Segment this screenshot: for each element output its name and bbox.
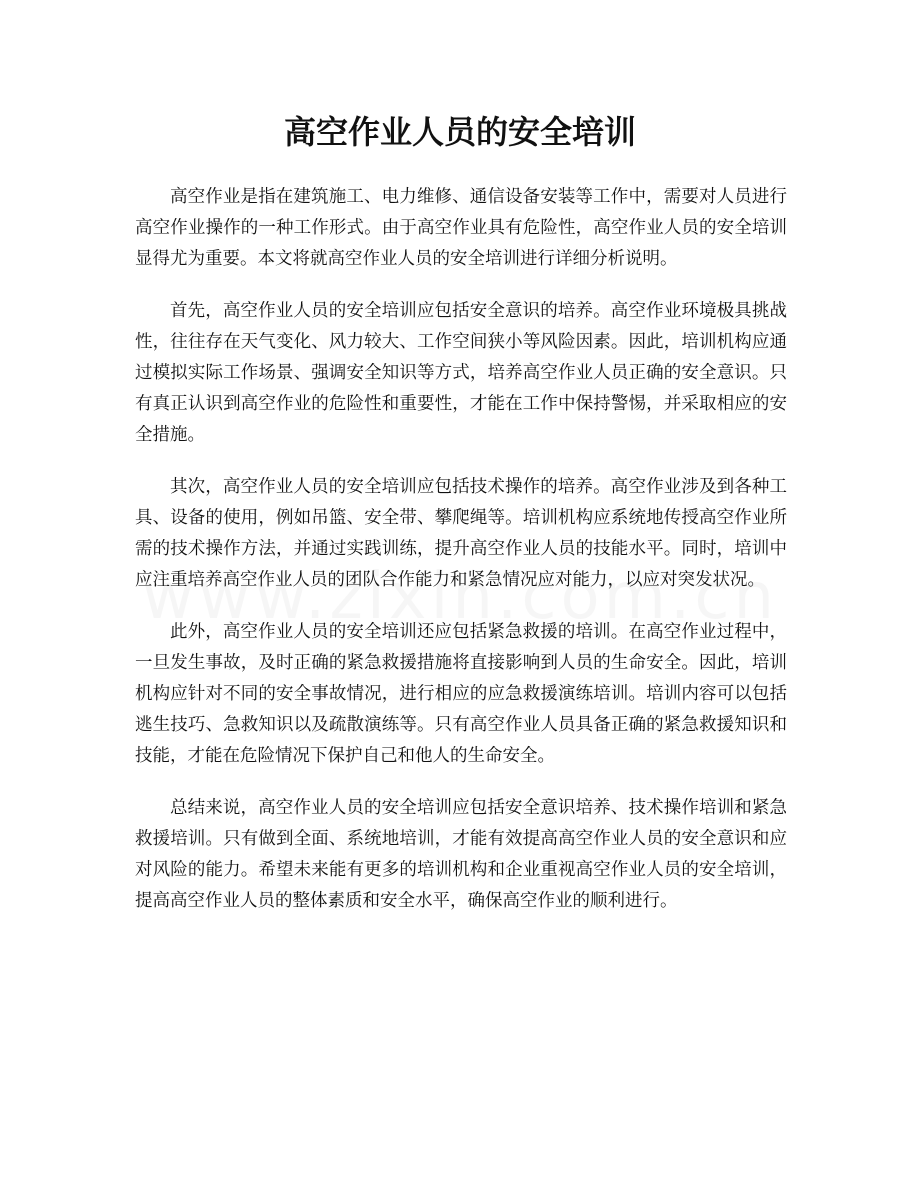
paragraph-1: 高空作业是指在建筑施工、电力维修、通信设备安装等工作中，需要对人员进行高空作业操作的一种工作形式。由于高空作业具有危险性，高空作业人员的安全培训显得尤为重要。本文将就高空作业人员的安全培训进行详细分析说明。: [135, 187, 787, 269]
paragraph-2: 首先，高空作业人员的安全培训应包括安全意识的培养。高空作业环境极具挑战性，往往存在天气变化、风力较大、工作空间狭小等风险因素。因此，培训机构应通过模拟实际工作场景、强调安全知识等方式，培养高空作业人员正确的安全意识。只有真正认识到高空作业的危险性和重要性，才能在工作中保持警惕，并采取相应的安全措施。: [135, 301, 787, 445]
paragraph-4: 此外，高空作业人员的安全培训还应包括紧急救援的培训。在高空作业过程中，一旦发生事故，及时正确的紧急救援措施将直接影响到人员的生命安全。因此，培训机构应针对不同的安全事故情况，进行相应的应急救援演练培训。培训内容可以包括逃生技巧、急救知识以及疏散演练等。只有高空作业人员具备正确的紧急救援知识和技能，才能在危险情况下保护自己和他人的生命安全。: [135, 622, 787, 766]
paragraph-3: 其次，高空作业人员的安全培训应包括技术操作的培养。高空作业涉及到各种工具、设备的使用，例如吊篮、安全带、攀爬绳等。培训机构应系统地传授高空作业所需的技术操作方法，并通过实践训练，提升高空作业人员的技能水平。同时，培训中应注重培养高空作业人员的团队合作能力和紧急情况应对能力，以应对突发状况。: [135, 477, 787, 590]
document-body: [135, 182, 787, 938]
paragraph-5: 总结来说，高空作业人员的安全培训应包括安全意识培养、技术操作培训和紧急救援培训。只有做到全面、系统地培训，才能有效提高高空作业人员的安全意识和应对风险的能力。希望未来能有更多的培训机构和企业重视高空作业人员的安全培训，提高高空作业人员的整体素质和安全水平，确保高空作业的顺利进行。: [135, 798, 787, 911]
document-title: 高空作业人员的安全培训: [283, 113, 636, 151]
